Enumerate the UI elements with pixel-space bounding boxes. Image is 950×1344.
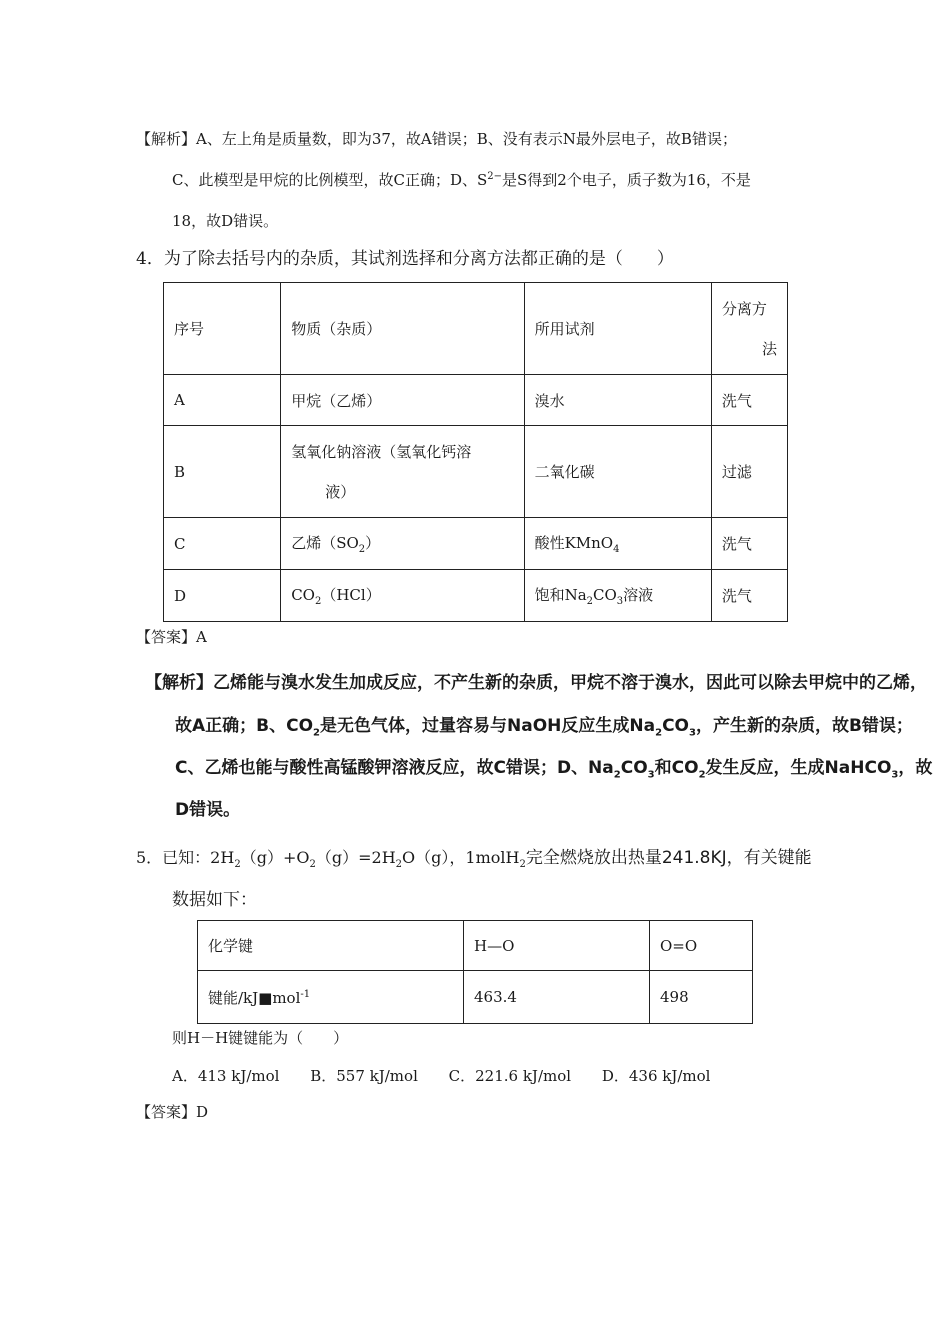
cell-text: 甲烷（乙烯）	[291, 391, 382, 410]
cell-text: 498	[660, 988, 689, 1006]
table-cell	[281, 518, 524, 570]
question-4-analysis-line-4	[175, 795, 240, 820]
cell-text: D	[174, 586, 187, 605]
header-cell	[281, 283, 524, 375]
subscript: 2	[613, 769, 621, 781]
header-text: 序号	[174, 320, 205, 338]
answer-tag: 【答案】	[136, 1103, 197, 1121]
question-5-table	[197, 920, 753, 1024]
table-cell	[198, 971, 464, 1024]
header-cell	[164, 283, 281, 375]
subscript: 4	[613, 544, 620, 555]
cell-text: 过滤	[721, 463, 752, 481]
subscript: 3	[689, 727, 696, 739]
question-4-stem	[136, 244, 674, 269]
question-text: 完全燃烧放出热量241.8KJ，有关键能	[525, 848, 812, 868]
superscript: 2−	[487, 171, 503, 182]
header-text: 化学键	[208, 937, 254, 955]
cell-text: CO	[291, 586, 315, 604]
table-cell	[524, 570, 711, 622]
question-text: 5．已知：2H	[136, 848, 235, 867]
cell-text: 溴水	[534, 391, 565, 410]
table-row	[164, 570, 788, 622]
table-cell	[281, 426, 524, 518]
question-text: 4．为了除去括号内的杂质，其试剂选择和分离方法都正确的是（ ）	[136, 249, 674, 269]
table-cell	[164, 375, 281, 426]
cell-text: 溶液	[623, 586, 654, 604]
header-cell	[711, 283, 787, 375]
cell-text: 463.4	[474, 988, 517, 1006]
cell-text: 键能/kJ■mol	[208, 988, 301, 1007]
option-a: A．413 kJ/mol	[172, 1067, 280, 1085]
subscript: 3	[616, 596, 624, 607]
analysis-text: ，产生新的杂质，故B错误；	[695, 716, 913, 736]
cell-text: 二氧化碳	[534, 463, 595, 481]
header-cell	[650, 921, 753, 971]
question-text: 数据如下：	[172, 890, 257, 910]
answer-tag: 【答案】	[136, 628, 197, 646]
question-4-answer	[136, 626, 207, 647]
cell-text: 氢氧化钠溶液（氢氧化钙溶	[291, 442, 472, 461]
table-row	[164, 375, 788, 426]
header-text: 物质（杂质）	[291, 320, 382, 338]
subscript: 2	[314, 596, 322, 607]
table-row	[164, 518, 788, 570]
cell-text: A	[174, 391, 185, 409]
subscript: 2	[586, 596, 594, 607]
analysis-text: CO	[620, 758, 648, 778]
superscript: -1	[300, 988, 311, 1000]
table-row	[164, 426, 788, 518]
subscript: 2	[395, 859, 403, 871]
analysis-text: 和CO	[654, 758, 699, 778]
question-text: （g）+O	[240, 848, 310, 867]
subscript: 2	[358, 544, 366, 555]
option-d: D．436 kJ/mol	[601, 1067, 711, 1085]
table-row	[198, 921, 753, 971]
table-cell	[711, 426, 787, 518]
option-c: C．221.6 kJ/mol	[448, 1067, 572, 1085]
analysis-text: CO	[662, 716, 689, 736]
analysis-text: ，故	[898, 758, 933, 778]
table-cell	[711, 518, 787, 570]
question-4-analysis-line-2	[175, 711, 913, 738]
header-cell	[198, 921, 464, 971]
analysis-text: D错误。	[175, 800, 241, 820]
subscript: 2	[309, 859, 316, 871]
analysis-text: C、乙烯也能与酸性高锰酸钾溶液反应，故C错误；D、Na	[175, 758, 614, 778]
subscript: 2	[698, 769, 706, 781]
analysis-tag: 【解析】	[136, 130, 197, 148]
answer-value: D	[196, 1103, 209, 1121]
question-5-stem	[136, 843, 812, 870]
question-5-answer	[136, 1101, 208, 1122]
table-cell	[524, 518, 711, 570]
subscript: 3	[891, 769, 899, 781]
table-cell	[464, 971, 650, 1024]
analysis-1-line-3	[172, 210, 278, 231]
cell-text: C	[174, 534, 186, 553]
table-cell	[164, 518, 281, 570]
cell-text: （HCl）	[321, 586, 381, 604]
header-cell	[464, 921, 650, 971]
header-cell	[524, 283, 711, 375]
cell-text: 乙烯（SO	[291, 534, 359, 552]
analysis-text: 故A正确；B、CO	[175, 716, 314, 736]
cell-text: 酸性KMnO	[534, 534, 614, 552]
subscript: 3	[647, 769, 655, 781]
analysis-tag: 【解析】	[145, 673, 213, 693]
cell-text: 液）	[325, 482, 356, 501]
question-text: （g）=2H	[315, 848, 396, 867]
header-text: 所用试剂	[534, 320, 595, 338]
subscript: 2	[655, 727, 663, 739]
table-cell	[711, 570, 787, 622]
cell-text: 饱和Na	[534, 586, 587, 604]
header-text: 分离方	[721, 299, 767, 318]
question-4-table	[163, 282, 788, 622]
subscript: 2	[234, 859, 241, 871]
option-b: B．557 kJ/mol	[310, 1067, 418, 1085]
table-cell	[711, 375, 787, 426]
analysis-text: C、此模型是甲烷的比例模型，故C正确；D、S	[172, 171, 488, 189]
subscript: 2	[519, 859, 526, 871]
table-cell	[164, 426, 281, 518]
table-cell	[524, 375, 711, 426]
cell-text: 洗气	[721, 587, 752, 605]
table-cell	[164, 570, 281, 622]
cell-text: 洗气	[721, 535, 752, 553]
header-text: O=O	[660, 936, 698, 955]
table-cell	[281, 375, 524, 426]
table-cell	[281, 570, 524, 622]
table-cell	[524, 426, 711, 518]
question-5-options	[172, 1065, 710, 1086]
analysis-1-line-2	[172, 169, 751, 190]
analysis-text: 乙烯能与溴水发生加成反应，不产生新的杂质，甲烷不溶于溴水，因此可以除去甲烷中的乙烯，	[213, 673, 927, 693]
header-text: 法	[761, 339, 777, 358]
table-row	[198, 971, 753, 1024]
cell-text: 洗气	[721, 391, 752, 410]
header-text: H—O	[474, 936, 515, 955]
question-4-analysis-line-1	[145, 668, 927, 693]
question-4-analysis-line-3	[175, 753, 932, 780]
cell-text: CO	[593, 586, 617, 604]
analysis-text: A、左上角是质量数，即为37，故A错误；B、没有表示N最外层电子，故B错误；	[196, 130, 737, 148]
question-5-stem-line-2	[172, 885, 257, 910]
subscript: 2	[313, 727, 321, 739]
cell-text: B	[174, 462, 186, 481]
analysis-text: 是S得到2个电子，质子数为16，不是	[502, 171, 751, 189]
analysis-text: 是无色气体，过量容易与NaOH反应生成Na	[320, 716, 656, 736]
analysis-text: 18，故D错误。	[172, 212, 279, 230]
answer-value: A	[196, 628, 207, 646]
question-text: 则H－H键键能为（ ）	[172, 1029, 349, 1047]
analysis-text: 发生反应，生成NaHCO	[705, 758, 892, 778]
cell-text: ）	[365, 534, 381, 552]
question-5-prompt	[172, 1027, 348, 1048]
table-cell	[650, 971, 753, 1024]
question-text: O（g），1molH	[402, 848, 520, 867]
analysis-1-line-1	[136, 128, 737, 149]
